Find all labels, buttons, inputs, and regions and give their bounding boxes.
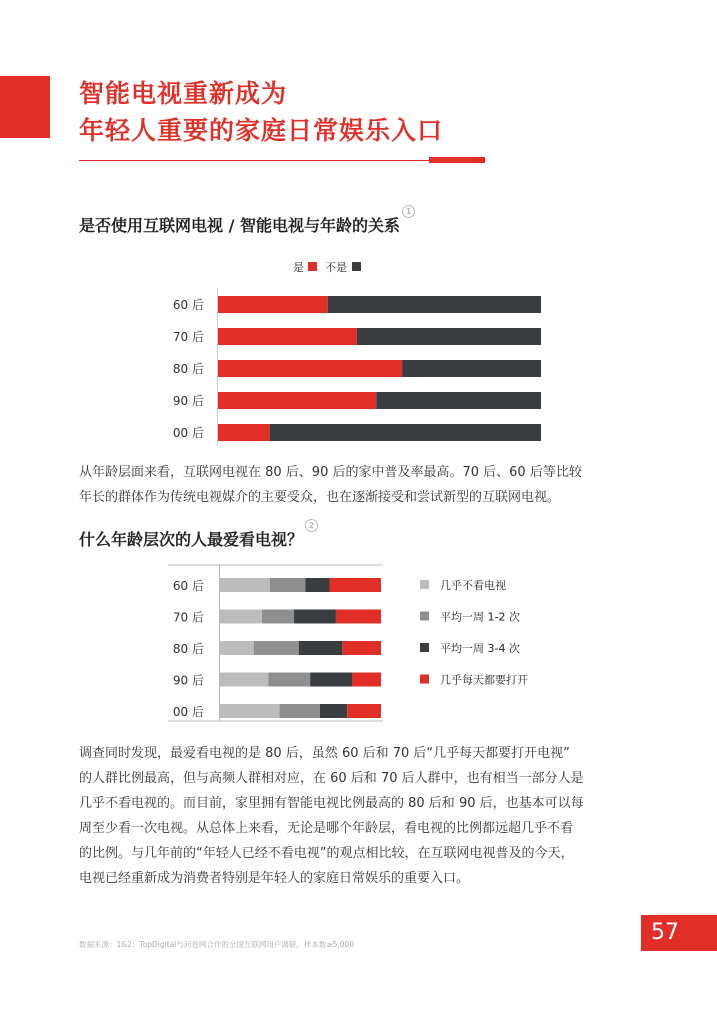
chart2-bar-segment	[268, 673, 310, 687]
chart2-bars	[168, 565, 383, 721]
chart2-legend-label: 几乎不看电视	[440, 579, 506, 592]
section1-paragraph	[79, 460, 649, 510]
chart2-bar-segment	[294, 610, 336, 624]
section2-footnote-mark: 2	[305, 519, 318, 532]
chart2-bar-segment	[254, 641, 299, 655]
chart2-legend-label: 平均一周 1-2 次	[440, 610, 520, 624]
data-source-note: 数据来源：1&2：TopDigital与问卷网合作的全国互联网用户调研，样本数≥5,000	[79, 940, 355, 949]
chart2-category-label: 70 后	[172, 610, 204, 625]
chart1-legend-swatch	[352, 262, 361, 271]
chart2-legend-swatch	[420, 612, 429, 621]
chart2-bar-segment	[342, 641, 381, 655]
chart1-bars	[173, 288, 541, 445]
chart2-bar-segment	[336, 610, 381, 624]
chart2-category-label: 60 后	[172, 579, 204, 593]
chart1-bar-segment	[357, 328, 541, 345]
chart1-bar-segment	[376, 392, 541, 409]
chart2-bar-segment	[220, 704, 280, 718]
chart1-legend	[293, 261, 361, 274]
section1-title-text: 是否使用互联网电视 / 智能电视与年龄的关系	[79, 216, 400, 235]
section2-paragraph	[79, 741, 649, 891]
chart1-bar-segment	[218, 424, 270, 441]
section1-paragraph-line: 年长的群体作为传统电视媒介的主要受众，也在逐渐接受和尝试新型的互联网电视。	[79, 490, 561, 505]
chart2-bar-segment	[320, 704, 347, 718]
chart2-bar-segment	[270, 578, 305, 592]
chart2-bar-segment	[220, 578, 270, 592]
chart1-bar-segment	[218, 392, 376, 409]
chart2-bar-segment	[220, 641, 254, 655]
chart1-category-label: 60 后	[172, 298, 204, 312]
section2-paragraph-line: 的比例。与几年前的“年轻人已经不看电视”的观点相比较，在互联网电视普及的今天，	[79, 846, 574, 861]
header-accent-block	[0, 76, 50, 138]
chart2-bar-segment	[220, 610, 262, 624]
section2-paragraph-line: 的人群比例最高，但与高频人群相对应，在 60 后和 70 后人群中，也有相当一部分人是	[79, 771, 584, 786]
chart2-bar-segment	[305, 578, 329, 592]
chart1-legend-label: 是	[293, 261, 304, 274]
section2-paragraph-line: 调查同时发现，最爱看电视的是 80 后，虽然 60 后和 70 后“几乎每天都要打开电视”	[79, 746, 570, 761]
chart2-legend-label: 几乎每天都要打开	[440, 673, 528, 687]
chart2-bar-segment	[347, 704, 381, 718]
chart2-bar-segment	[262, 610, 294, 624]
section2-paragraph-line: 电视已经重新成为消费者特别是年轻人的家庭日常娱乐的重要入口。	[79, 871, 470, 886]
chart1-category-label: 90 后	[172, 394, 204, 408]
title-divider	[79, 160, 429, 161]
chart1-category-label: 00 后	[172, 426, 204, 440]
section1-paragraph-line: 从年龄层面来看，互联网电视在 80 后、90 后的家中普及率最高。70 后、60 后等比较	[79, 465, 582, 480]
chart1-bar-segment	[218, 360, 402, 377]
title-divider-accent	[429, 157, 485, 163]
chart2-category-label: 90 后	[172, 673, 204, 688]
chart1-bar-segment	[270, 424, 541, 441]
chart1-legend-swatch	[308, 262, 317, 271]
chart2-bar-segment	[329, 578, 381, 592]
section2-title-text: 什么年龄层次的人最爱看电视？	[79, 530, 304, 549]
section2-paragraph-line: 几乎不看电视的。而目前，家里拥有智能电视比例最高的 80 后和 90 后，也基本可以每	[79, 796, 584, 811]
page-title-line2: 年轻人重要的家庭日常娱乐入口	[79, 116, 444, 145]
section2-paragraph-line: 周至少看一次电视。从总体上来看，无论是哪个年龄层，看电视的比例都远超几乎不看	[79, 821, 574, 836]
section1-footnote-mark: 1	[402, 205, 415, 218]
chart2-category-label: 00 后	[172, 705, 204, 719]
chart1-category-label: 80 后	[172, 362, 204, 376]
chart2-legend-swatch	[420, 675, 429, 684]
section1-title	[79, 207, 412, 236]
chart2-bar-segment	[280, 704, 320, 718]
page-title-line1: 智能电视重新成为	[79, 79, 288, 108]
chart2-category-label: 80 后	[172, 642, 204, 656]
chart2-bar-segment	[299, 641, 342, 655]
chart2-bar-segment	[310, 673, 352, 687]
chart2-legend-swatch	[420, 643, 429, 652]
chart1-category-label: 70 后	[172, 330, 204, 344]
chart1-legend-label: 不是	[325, 261, 347, 274]
chart1-bar-segment	[218, 296, 328, 313]
chart2-bar-segment	[220, 673, 268, 687]
chart2-legend-swatch	[420, 580, 429, 589]
chart2-legend	[420, 578, 528, 687]
chart1-bar-segment	[402, 360, 541, 377]
chart2-legend-label: 平均一周 3-4 次	[440, 642, 520, 655]
chart1-usage-by-age	[0, 250, 717, 445]
chart1-bar-segment	[218, 328, 357, 345]
chart1-bar-segment	[328, 296, 541, 313]
chart2-tv-frequency-by-age	[0, 562, 717, 734]
chart2-bar-segment	[352, 673, 381, 687]
page-number: 57	[641, 915, 717, 951]
section2-title	[79, 521, 315, 550]
